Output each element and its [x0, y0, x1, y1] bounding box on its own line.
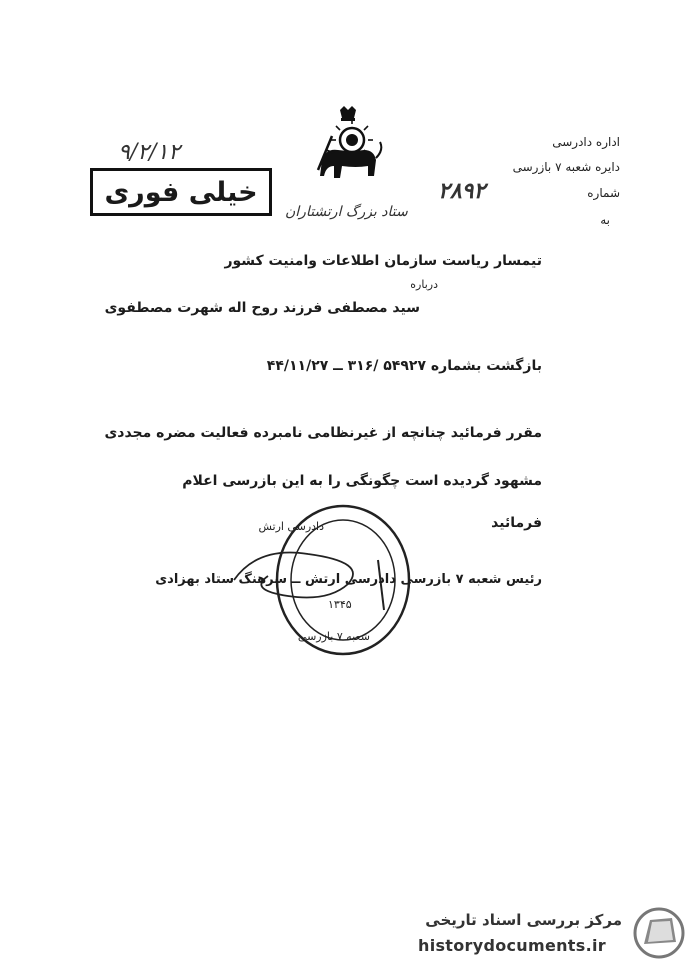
- seal-year: ۱۳۴۵: [328, 598, 352, 611]
- reference-line: بازگشت بشماره ۵۴۹۲۷ /۳۱۶ ــ ۴۴/۱۱/۲۷: [266, 358, 542, 374]
- lion-and-sun-emblem-icon: [312, 106, 384, 186]
- urgency-label: خیلی فوری: [104, 176, 258, 208]
- seal-branch: شعبه ۷ بازرسی: [297, 630, 370, 643]
- header-department: دایره شعبه ۷ بازرسی: [512, 160, 620, 174]
- recipient-line: تیمسار ریاست سازمان اطلاعات وامنیت کشور: [224, 253, 542, 269]
- handwritten-date: ۹/۲/۱۲: [118, 140, 181, 165]
- body-line-3: فرمائید: [491, 515, 542, 531]
- subject-line: سید مصطفی فرزند روح اله شهرت مصطفوی: [104, 300, 420, 316]
- urgency-stamp: [90, 168, 272, 216]
- header-office: اداره دادرسی: [552, 135, 620, 149]
- header-number-value: ۲۸۹۲: [438, 178, 486, 204]
- header-to-label: به: [600, 213, 610, 227]
- watermark-url: historydocuments.ir: [418, 936, 606, 955]
- organization-name: ستاد بزرگ ارتشتاران: [285, 204, 408, 220]
- signature-line: رئیس شعبه ۷ بازرسی دادرسی ارتش ــ سرهنگ ستاد بهزادی: [155, 572, 542, 587]
- archive-logo-icon: [632, 906, 686, 960]
- body-line-2: مشهود گردیده است چگونگی را به این بازرسی اعلام: [182, 473, 542, 489]
- body-line-1: مقرر فرمائید چنانچه از غیرنظامی نامبرده فعالیت مضره مجددی: [104, 425, 542, 441]
- subject-label: درباره: [410, 278, 438, 291]
- watermark-title: مرکز بررسی اسناد تاریخی: [425, 911, 622, 929]
- header-number-label: شماره: [587, 186, 620, 200]
- seal-text: دادرسی ارتش: [258, 520, 324, 533]
